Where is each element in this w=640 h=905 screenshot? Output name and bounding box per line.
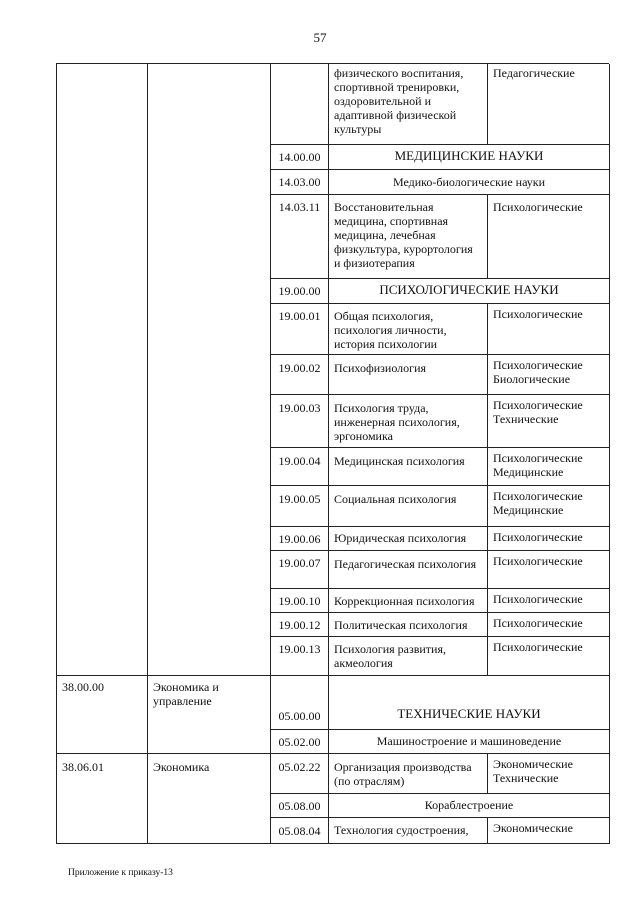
specialty-code: 05.08.00 bbox=[271, 794, 329, 818]
specialty-name: Восстановительная медицина, спортивная медицина, лечебная физкультура, курортология и физиотерапия bbox=[329, 195, 488, 279]
specialty-code: 19.00.00 bbox=[271, 279, 329, 304]
table-cell bbox=[148, 64, 271, 676]
direction-name: Экономика bbox=[148, 754, 271, 844]
science-branch: Психологические bbox=[488, 637, 610, 676]
specialty-code: 05.02.00 bbox=[271, 730, 329, 754]
specialty-name: Психофизиология bbox=[329, 355, 488, 395]
specialty-code: 19.00.03 bbox=[271, 395, 329, 448]
science-branch: Психологические bbox=[488, 527, 610, 551]
specialty-code: 14.03.11 bbox=[271, 195, 329, 279]
specialty-code: 19.00.07 bbox=[271, 551, 329, 589]
specialty-name: Общая психология, психология личности, история психологии bbox=[329, 304, 488, 355]
specialty-name: Коррекционная психология bbox=[329, 589, 488, 613]
specialty-name: Технология судостроения, bbox=[329, 818, 488, 844]
science-branch: Экономические bbox=[488, 818, 610, 844]
science-branch: Педагогические bbox=[488, 64, 610, 145]
specialty-code: 05.02.22 bbox=[271, 754, 329, 794]
specialty-code: 19.00.04 bbox=[271, 448, 329, 486]
section-heading: МЕДИЦИНСКИЕ НАУКИ bbox=[329, 145, 610, 170]
section-heading: ПСИХОЛОГИЧЕСКИЕ НАУКИ bbox=[329, 279, 610, 304]
science-branch: Психологические Медицинские bbox=[488, 486, 610, 527]
specialty-name: Медицинская психология bbox=[329, 448, 488, 486]
specialty-name: Социальная психология bbox=[329, 486, 488, 527]
science-branch: Психологические Технические bbox=[488, 395, 610, 448]
specialty-name: Психология труда, инженерная психология, эргономика bbox=[329, 395, 488, 448]
section-heading: Машиностроение и машиноведение bbox=[329, 730, 610, 754]
specialty-code: 14.03.00 bbox=[271, 170, 329, 195]
science-branch: Психологические bbox=[488, 613, 610, 637]
direction-name: Экономика и управление bbox=[148, 676, 271, 754]
specialty-name: Организация производства (по отраслям) bbox=[329, 754, 488, 794]
science-branch: Психологические bbox=[488, 304, 610, 355]
specialty-name: Юридическая психология bbox=[329, 527, 488, 551]
science-branch: Психологические bbox=[488, 195, 610, 279]
science-branch: Психологические Биологические bbox=[488, 355, 610, 395]
specialty-code: 19.00.12 bbox=[271, 613, 329, 637]
direction-code: 38.00.00 bbox=[57, 676, 148, 754]
specialty-name: Педагогическая психология bbox=[329, 551, 488, 589]
specialty-name: физического воспитания, спортивной тренировки, оздоровительной и адаптивной физической культуры bbox=[329, 64, 488, 145]
science-branch: Психологические bbox=[488, 589, 610, 613]
section-heading: Кораблестроение bbox=[329, 794, 610, 818]
specialty-code: 19.00.10 bbox=[271, 589, 329, 613]
direction-code: 38.06.01 bbox=[57, 754, 148, 844]
science-branch: Психологические Медицинские bbox=[488, 448, 610, 486]
page-number: 57 bbox=[313, 30, 327, 45]
specialty-code: 19.00.13 bbox=[271, 637, 329, 676]
table-cell bbox=[57, 64, 148, 676]
specialty-name: Политическая психология bbox=[329, 613, 488, 637]
specialty-code: 19.00.05 bbox=[271, 486, 329, 527]
specialties-table bbox=[56, 63, 609, 844]
science-branch: Экономические Технические bbox=[488, 754, 610, 794]
section-heading: Медико-биологические науки bbox=[329, 170, 610, 195]
specialty-code: 05.08.04 bbox=[271, 818, 329, 844]
table-cell bbox=[271, 64, 329, 145]
specialty-code: 14.00.00 bbox=[271, 145, 329, 170]
science-branch: Психологические bbox=[488, 551, 610, 589]
specialty-code: 19.00.01 bbox=[271, 304, 329, 355]
specialty-code: 05.00.00 bbox=[271, 676, 329, 730]
specialty-code: 19.00.02 bbox=[271, 355, 329, 395]
section-heading: ТЕХНИЧЕСКИЕ НАУКИ bbox=[329, 676, 610, 730]
specialty-name: Психология развития, акмеология bbox=[329, 637, 488, 676]
specialty-code: 19.00.06 bbox=[271, 527, 329, 551]
document-footer: Приложение к приказу-13 bbox=[68, 868, 173, 878]
